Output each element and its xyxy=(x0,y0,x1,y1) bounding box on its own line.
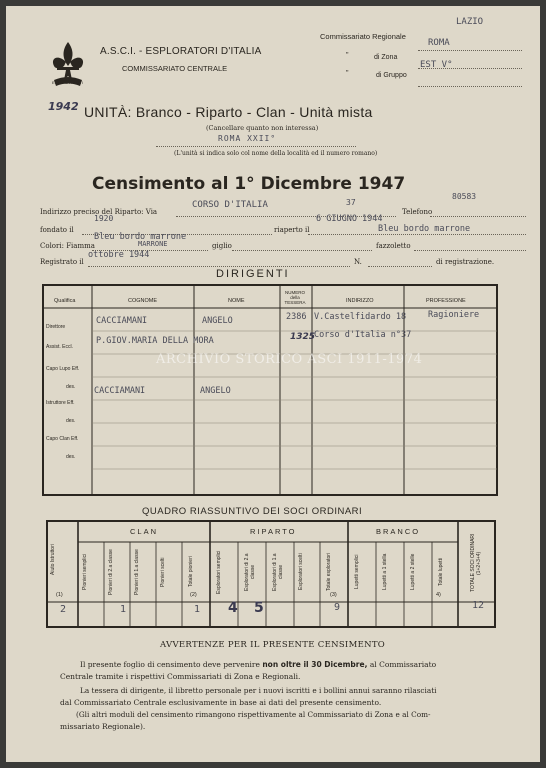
avvertenze-p1-c: al Commissariato xyxy=(367,660,437,669)
archive-watermark: ARCHIVIO STORICO ASCI 1911-1974 xyxy=(156,352,423,367)
col-indirizzo: INDIRIZZO xyxy=(346,298,374,304)
role-des-1: des. xyxy=(66,384,76,390)
marker-1: (1) xyxy=(56,592,63,598)
registered-label: Registrato il xyxy=(40,258,84,266)
founded-year-note: 1920 xyxy=(94,214,114,223)
flame-value: Bleu bordo marrone xyxy=(94,232,187,242)
clan-col-3: Pionieri di 1.a classe xyxy=(134,549,140,595)
riparto-col-3: Esploratori di 1.a classe xyxy=(272,553,284,591)
riparto-col-2: Esploratori di 2.a classe xyxy=(244,553,256,591)
col-nome: NOME xyxy=(228,298,245,304)
flame-cross: MARRONE xyxy=(138,240,168,248)
avvertenze-title: AVVERTENZE PER IL PRESENTE CENSIMENTO xyxy=(160,640,386,650)
address-value: CORSO D'ITALIA xyxy=(192,200,268,210)
avvertenze-p3-a: (Gli altri moduli del censimento rimangono rispettivamente al Commissariato di Zona e al Com- xyxy=(76,710,431,719)
n-label: N. xyxy=(354,258,362,266)
riparto-col-1: Esploratori semplici xyxy=(216,550,222,594)
avvertenze-p2-a: La tessera di dirigente, il libretto personale per i nuovi iscritti e i bollini annui saranno rilasciati xyxy=(80,686,437,695)
dirigenti-title: DIRIGENTI xyxy=(216,268,290,280)
branco-col-4: Totale lupetti xyxy=(438,557,444,587)
regional-value: LAZIO xyxy=(456,17,484,27)
col-qualifica: Qualifica xyxy=(54,298,76,304)
census-form-sheet xyxy=(6,6,540,762)
clan-col-2: Pionieri di 2.a classe xyxy=(108,549,114,595)
branco-col-3: Lupetti a 2 stelle xyxy=(410,553,416,591)
entry-3-cognome: CACCIAMANI xyxy=(94,386,146,396)
founded-value: 6 GIUGNO 1944 xyxy=(316,214,383,224)
address-number: 37 xyxy=(346,198,356,207)
group-clan: CLAN xyxy=(130,527,159,536)
branco-col-1: Lupetti semplici xyxy=(354,554,360,590)
value-totale: 12 xyxy=(472,600,485,611)
unit-name-note: (L'unità si indica solo col nome della località ed il numero romano) xyxy=(174,150,378,157)
telephone-value: 80583 xyxy=(452,192,477,201)
entry-2-cognome: P.GIOV.MARIA DELLA MORA xyxy=(96,336,214,346)
unit-cancel-note: (Cancellare quanto non interessa) xyxy=(206,124,319,132)
colors-label: Colori: Fiamma xyxy=(40,242,95,250)
scarf-value: Bleu bordo marrone xyxy=(378,224,471,234)
unit-year: 1942 xyxy=(48,100,79,113)
clan-col-5: Totale pionieri xyxy=(188,556,194,588)
zone-label: di Zona xyxy=(374,54,398,61)
avvertenze-p1-d: Centrale tramite i rispettivi Commissariati di Zona e Regionali. xyxy=(60,672,301,681)
role-capo-clan: Capo Clan Eff. xyxy=(46,436,79,442)
role-des-2: des. xyxy=(66,418,76,424)
avvertenze-p1 xyxy=(80,660,436,669)
value-totale-pionieri: 1 xyxy=(194,604,201,615)
marker-3: (3) xyxy=(330,592,337,598)
registration-label: di registrazione. xyxy=(436,258,495,266)
value-pionieri-2: 1 xyxy=(120,604,127,615)
org-subtitle: COMMISSARIATO CENTRALE xyxy=(122,64,228,73)
reopened-label: riaperto il xyxy=(274,226,310,234)
branco-col-2: Lupetti a 1 stella xyxy=(382,553,388,591)
entry-1-cognome: CACCIAMANI xyxy=(96,316,148,326)
unit-heading: UNITÀ: Branco - Riparto - Clan - Unità mista xyxy=(84,104,373,120)
totale-soci-label: TOTALE SOCI ORDINARI (1+2+3+4) xyxy=(470,533,482,593)
entry-1-indirizzo: V.Castelfidardo 18 xyxy=(314,312,407,322)
entry-1-tessera: 2386 xyxy=(286,312,307,322)
riparto-col-5: Totale esploratori xyxy=(326,552,332,592)
org-title: A.S.C.I. - ESPLORATORI D'ITALIA xyxy=(100,46,262,57)
zone-value: ROMA xyxy=(428,38,450,48)
marker-4: 4) xyxy=(436,592,441,598)
scarf-label: fazzoletto xyxy=(376,242,411,250)
entry-1-nome: ANGELO xyxy=(202,316,233,326)
group-value: EST V° xyxy=(420,60,453,70)
avvertenze-p1-a: Il presente foglio di censimento deve pervenire xyxy=(80,660,263,669)
entry-1-professione: Ragioniere xyxy=(428,310,480,320)
avvertenze-deadline: non oltre il 30 Dicembre, xyxy=(262,660,368,669)
role-capo-lupo: Capo Lupo Eff. xyxy=(46,366,80,372)
regional-label: Commissariato Regionale xyxy=(320,32,406,41)
col-tessera: NUMERO della TESSERA xyxy=(284,290,306,305)
avvertenze-p2-b: dal Commissariato Centrale esclusivamente in base ai dati del presente censimento. xyxy=(60,698,382,707)
avvertenze-p3-b: missariato Regionale). xyxy=(60,722,146,731)
value-totale-esploratori: 9 xyxy=(334,602,341,613)
unit-value: ROMA XXII° xyxy=(218,134,277,143)
zone-bullet: " xyxy=(346,52,349,59)
aiuto-istruttori-label: Aiuto Istruttori xyxy=(50,544,56,576)
clan-col-1: Pionieri semplici xyxy=(82,553,88,591)
role-direttore: Direttore xyxy=(46,324,66,330)
entry-3-nome: ANGELO xyxy=(200,386,231,396)
entry-2-indirizzo: Corso d'Italia n°37 xyxy=(314,330,412,340)
col-cognome: COGNOME xyxy=(128,298,158,304)
quadro-title: QUADRO RIASSUNTIVO DEI SOCI ORDINARI xyxy=(142,506,363,517)
col-professione: PROFESSIONE xyxy=(426,298,466,304)
role-des-3: des. xyxy=(66,454,76,460)
group-branco: BRANCO xyxy=(376,527,421,536)
riparto-col-4: Esploratori scelti xyxy=(298,553,304,591)
group-bullet: " xyxy=(346,70,349,77)
founded-label: fondato il xyxy=(40,226,74,234)
group-riparto: RIPARTO xyxy=(250,527,297,536)
marker-2: (2) xyxy=(190,592,197,598)
role-assist: Assist. Eccl. xyxy=(46,344,73,350)
group-label: di Gruppo xyxy=(376,72,407,79)
value-aiuto: 2 xyxy=(60,604,67,615)
value-esploratori-semplici: 4 xyxy=(228,600,238,616)
logo-caption: ESTOTE PARATI xyxy=(52,80,83,85)
address-label: Indirizzo preciso del Riparto: Via xyxy=(40,208,158,216)
giglio-label: giglio xyxy=(212,242,232,250)
value-esploratori-2: 5 xyxy=(254,600,264,616)
entry-2-tessera: 1325 xyxy=(290,332,316,342)
clan-col-4: Pionieri scelti xyxy=(160,557,166,587)
registered-value: ottobre 1944 xyxy=(88,250,150,260)
census-title: Censimento al 1° Dicembre 1947 xyxy=(92,174,406,194)
telephone-label: Telefono xyxy=(402,208,433,216)
role-istruttore: Istruttore Eff. xyxy=(46,400,75,406)
